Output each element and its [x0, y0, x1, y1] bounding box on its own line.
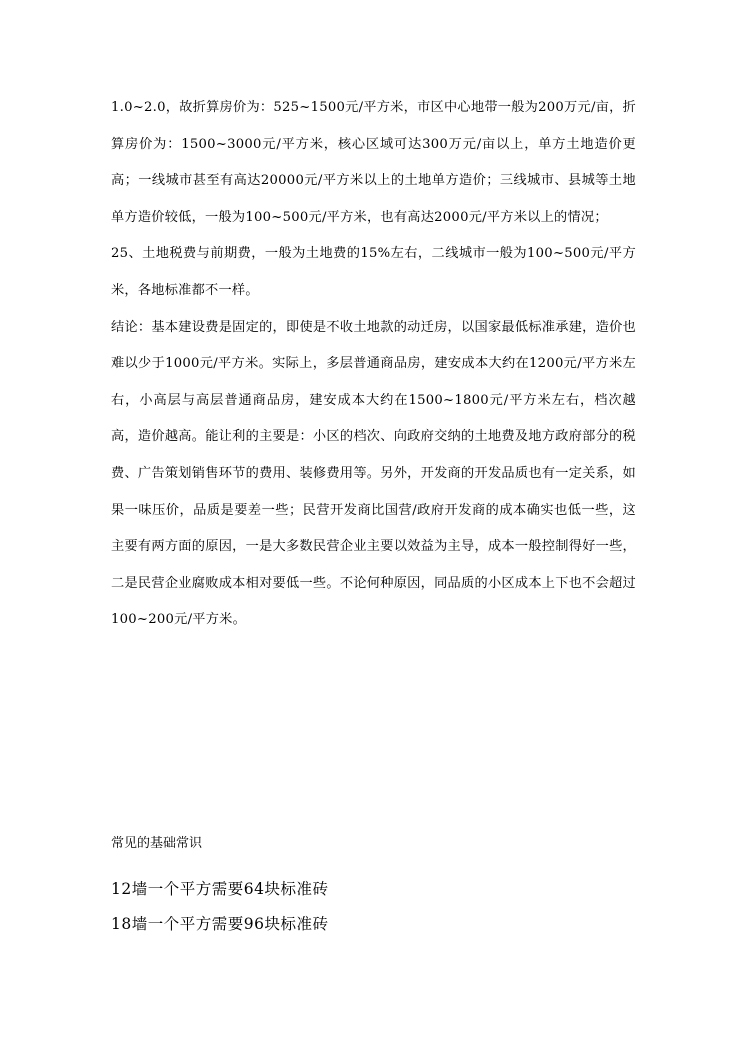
paragraph-land-tax: 25、土地税费与前期费，一般为土地费的15%左右，二线城市一般为100~500元/平方米，各地标准都不一样。	[111, 246, 636, 298]
section-heading: 常见的基础常识	[111, 836, 203, 851]
list-item: 18墙一个平方需要96块标准砖	[111, 915, 329, 933]
body-text	[111, 90, 636, 639]
paragraph-conclusion: 结论：基本建设费是固定的，即使是不收土地款的动迁房，以国家最低标准承建，造价也难以少于1000元/平方米。实际上，多层普通商品房，建安成本大约在1200元/平方米左右，小高层与高层普通商品房，建安成本大约在1500~1800元/平方米左右，档次越高，造价越高。能让利的主要是：小区的档次、向政府交纳的土地费及地方政府部分的税费、广告策划销售环节的费用、装修费用等。另外，开发商的开发品质也有一定关系，如果一味压价，品质是要差一些；民营开发商比国营/政府开发商的成本确实也低一些，这主要有两方面的原因，一是大多数民营企业主要以效益为主导，成本一般控制得好一些，二是民营企业腐败成本相对要低一些。不论何种原因，同品质的小区成本上下也不会超过100~200元/平方米。	[111, 319, 636, 628]
paragraph-land-price: 1.0~2.0，故折算房价为：525~1500元/平方米，市区中心地带一般为200万元/亩，折算房价为：1500~3000元/平方米，核心区域可达300万元/亩以上，单方土地造价更高；一线城市甚至有高达20000元/平方米以上的土地单方造价；三线城市、县城等土地单方造价较低，一般为100~500元/平方米，也有高达2000元/平方米以上的情况；	[111, 100, 636, 225]
facts-list	[111, 872, 636, 942]
list-item: 12墙一个平方需要64块标准砖	[111, 880, 329, 898]
